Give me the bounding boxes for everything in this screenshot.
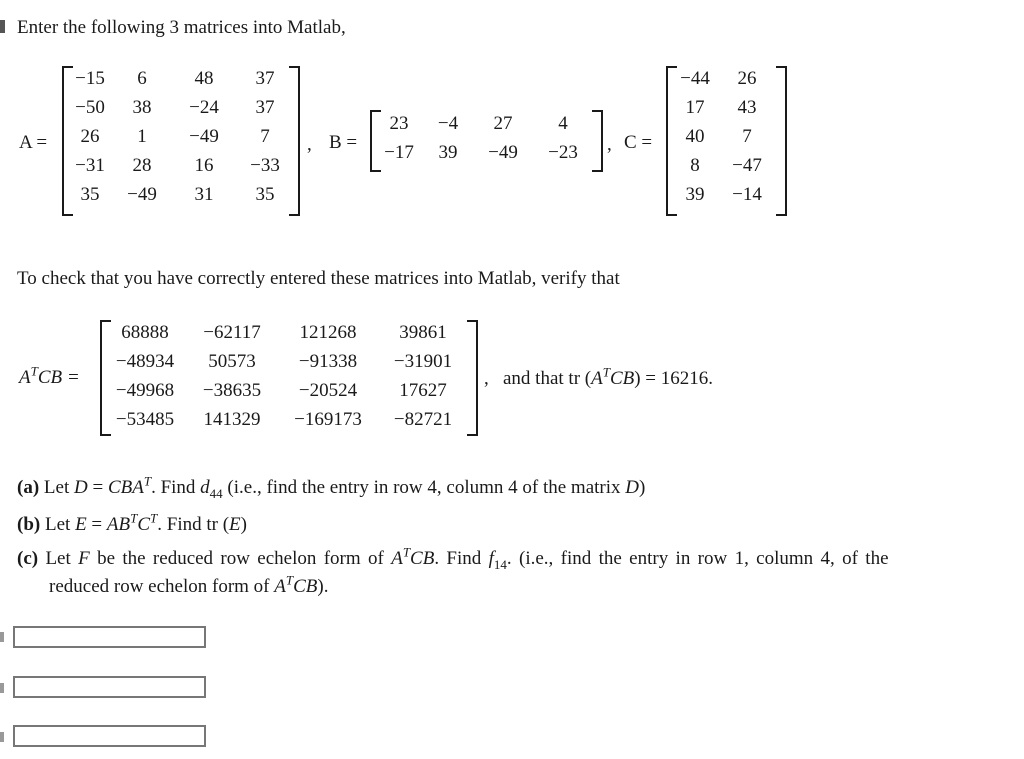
answer-c-marker: [0, 732, 4, 742]
matrix-c-cell: 8: [690, 154, 700, 176]
matrix-a-cell: −15: [75, 67, 105, 89]
answer-a-marker: [0, 632, 4, 642]
matrix-a-cell: 48: [194, 67, 214, 89]
matrix-a-cell: 35: [80, 183, 100, 205]
qa-t4: ): [639, 477, 646, 498]
qa-d-var: D: [73, 477, 88, 498]
question-c-line1: [17, 544, 889, 572]
qb-e-var2: E: [229, 514, 241, 535]
answer-c-input[interactable]: [13, 725, 206, 747]
matrix-a-cell: −49: [189, 125, 219, 147]
matrix-a-cell: −50: [75, 96, 105, 118]
matrix-c-label: C =: [624, 132, 653, 153]
qb-t1-sup: T: [130, 510, 138, 526]
trace-text: [484, 364, 714, 390]
qa-t2: . Find: [151, 477, 201, 498]
matrix-b-cell: 39: [438, 141, 458, 163]
trace-pre: and that tr (: [503, 368, 592, 389]
matrix-atcb-row: [106, 376, 470, 405]
matrix-atcb-cell: 68888: [121, 321, 169, 343]
intro-text: Enter the following 3 matrices into Matlab,: [17, 17, 346, 38]
trace-t-sup: T: [602, 364, 610, 380]
matrix-atcb-cell: −31901: [393, 350, 453, 372]
question-b-tag: (b): [17, 514, 41, 535]
matrix-atcb-cell: −82721: [393, 408, 453, 430]
trace-post: ) = 16216.: [634, 368, 714, 389]
matrix-c-cell: −47: [732, 154, 762, 176]
matrix-a-row: [68, 151, 294, 180]
qb-t2: . Find tr (: [157, 514, 230, 535]
matrix-a-cell: 38: [132, 96, 152, 118]
matrix-a-cell: −24: [189, 96, 219, 118]
matrix-a-cell: −33: [250, 154, 280, 176]
matrix-a-row: [68, 93, 294, 122]
matrix-atcb-cell: 39861: [399, 321, 447, 343]
qc-f-var: F: [78, 548, 90, 569]
qa-t3: (i.e., find the entry in row 4, column 4 of the matrix: [222, 477, 626, 498]
matrix-b: [376, 109, 594, 167]
matrix-a: [68, 64, 294, 209]
matrix-b-row: [376, 109, 594, 138]
qc-a2: A: [274, 576, 286, 597]
matrix-atcb-cell: 50573: [208, 350, 256, 372]
matrix-atcb-row: [106, 347, 470, 376]
matrix-a-cell: 35: [255, 183, 275, 205]
matrix-a-cell: −31: [75, 154, 105, 176]
matrix-a-cell: 1: [137, 125, 147, 147]
matrix-c-row: [672, 151, 776, 180]
matrix-c-row: [672, 180, 776, 209]
matrix-a-cell: 28: [132, 154, 152, 176]
qb-e-var: E: [75, 514, 87, 535]
label-a: A: [19, 367, 31, 388]
matrix-atcb-cell: −20524: [298, 379, 358, 401]
matrix-b-right-bracket: [592, 110, 603, 172]
matrix-c-row: [672, 122, 776, 151]
matrix-c-cell: 17: [685, 96, 705, 118]
matrix-a-cell: 37: [255, 67, 275, 89]
matrix-c-row: [672, 64, 776, 93]
question-c-line2: [49, 572, 329, 598]
matrix-atcb-cell: −49968: [115, 379, 175, 401]
qb-eq: =: [86, 514, 107, 535]
qc-cb2: CB: [293, 576, 318, 597]
matrix-atcb-row: [106, 318, 470, 347]
qc-pre: Let: [45, 548, 79, 569]
matrix-a-right-bracket: [289, 66, 300, 216]
qa-sub: 44: [209, 485, 223, 501]
matrix-atcb-cell: −169173: [294, 408, 362, 430]
matrix-b-cell: −49: [488, 141, 518, 163]
label-t-sup: T: [30, 363, 38, 379]
matrix-b-row: [376, 138, 594, 167]
qb-t3: ): [240, 514, 247, 535]
qa-d-var2: D: [625, 477, 640, 498]
matrix-b-cell: −4: [437, 112, 459, 134]
question-b: [17, 510, 247, 536]
answer-a-input[interactable]: [13, 626, 206, 648]
qc-line2-post: ).: [317, 576, 329, 597]
qc-find: . Find: [434, 548, 489, 569]
matrix-atcb-cell: −91338: [298, 350, 358, 372]
matrix-a-cell: −49: [127, 183, 157, 205]
qa-t-sup: T: [143, 473, 152, 489]
matrix-b-cell: 23: [389, 112, 409, 134]
matrix-c-right-bracket: [776, 66, 787, 216]
qc-f-entry: f: [488, 548, 494, 569]
trace-comma: ,: [484, 368, 489, 389]
matrix-a-label: A =: [19, 132, 48, 153]
question-a: [17, 473, 646, 501]
matrix-a-row: [68, 64, 294, 93]
matrix-atcb-cell: 17627: [399, 379, 447, 401]
qc-a: A: [391, 548, 403, 569]
matrix-a-cell: 37: [255, 96, 275, 118]
qb-t2-sup: T: [150, 510, 158, 526]
matrix-b-label: B =: [329, 132, 358, 153]
matrix-c-cell: 26: [737, 67, 757, 89]
question-c-tag: (c): [17, 548, 39, 569]
qa-eq: =: [87, 477, 108, 498]
matrix-a-cell: 31: [194, 183, 214, 205]
matrix-b-cell: 4: [558, 112, 568, 134]
matrix-c-cell: −44: [680, 67, 710, 89]
left-edge-mark: [0, 20, 5, 33]
matrix-a-cell: 26: [80, 125, 100, 147]
qc-t-sup: T: [402, 544, 411, 560]
matrix-atcb-row: [106, 405, 470, 434]
matrix-c-cell: 39: [685, 183, 705, 205]
matrix-atcb-label: [19, 363, 80, 389]
matrix-a-row: [68, 180, 294, 209]
qb-t1: Let: [44, 514, 76, 535]
check-text: To check that you have correctly entered these matrices into Matlab, verify that: [17, 268, 620, 289]
qb-c: C: [137, 514, 151, 535]
qc-mid: be the reduced row echelon form of: [89, 548, 392, 569]
label-cb: CB =: [37, 367, 80, 388]
matrix-b-cell: −23: [548, 141, 578, 163]
matrix-c-row: [672, 93, 776, 122]
matrix-atcb: [106, 318, 470, 434]
matrix-c-cell: 40: [685, 125, 705, 147]
answer-b-input[interactable]: [13, 676, 206, 698]
matrix-atcb-cell: 141329: [203, 408, 261, 430]
matrix-a-row: [68, 122, 294, 151]
matrix-atcb-cell: −62117: [203, 321, 261, 343]
trace-cb: CB: [609, 368, 635, 389]
matrix-c: [672, 64, 776, 209]
answer-b-marker: [0, 683, 4, 693]
qc-sub: 14: [493, 556, 507, 572]
matrix-atcb-cell: 121268: [299, 321, 357, 343]
matrix-c-cell: −14: [732, 183, 762, 205]
qb-ab: AB: [106, 514, 131, 535]
qc-cb: CB: [410, 548, 435, 569]
qa-d-entry: d: [200, 477, 210, 498]
matrix-a-cell: 16: [194, 154, 214, 176]
qc-t2-sup: T: [285, 572, 294, 588]
qc-line2-pre: reduced row echelon form of: [49, 576, 275, 597]
qc-post: . (i.e., find the entry in row 1, column 4, of the: [506, 548, 889, 569]
separator-comma: ,: [307, 134, 312, 155]
matrix-a-cell: 6: [137, 67, 147, 89]
matrix-atcb-cell: −53485: [115, 408, 175, 430]
matrix-b-cell: −17: [384, 141, 414, 163]
matrix-a-cell: 7: [260, 125, 270, 147]
matrix-c-cell: 43: [737, 96, 757, 118]
matrix-atcb-cell: −38635: [202, 379, 262, 401]
question-a-tag: (a): [17, 477, 40, 498]
matrix-atcb-cell: −48934: [115, 350, 175, 372]
separator-comma: ,: [607, 134, 612, 155]
matrix-b-cell: 27: [493, 112, 513, 134]
qa-t1: Let: [43, 477, 74, 498]
matrix-c-cell: 7: [742, 125, 752, 147]
trace-a: A: [591, 368, 603, 389]
matrix-atcb-right-bracket: [467, 320, 478, 436]
qa-cba: CBA: [107, 477, 144, 498]
